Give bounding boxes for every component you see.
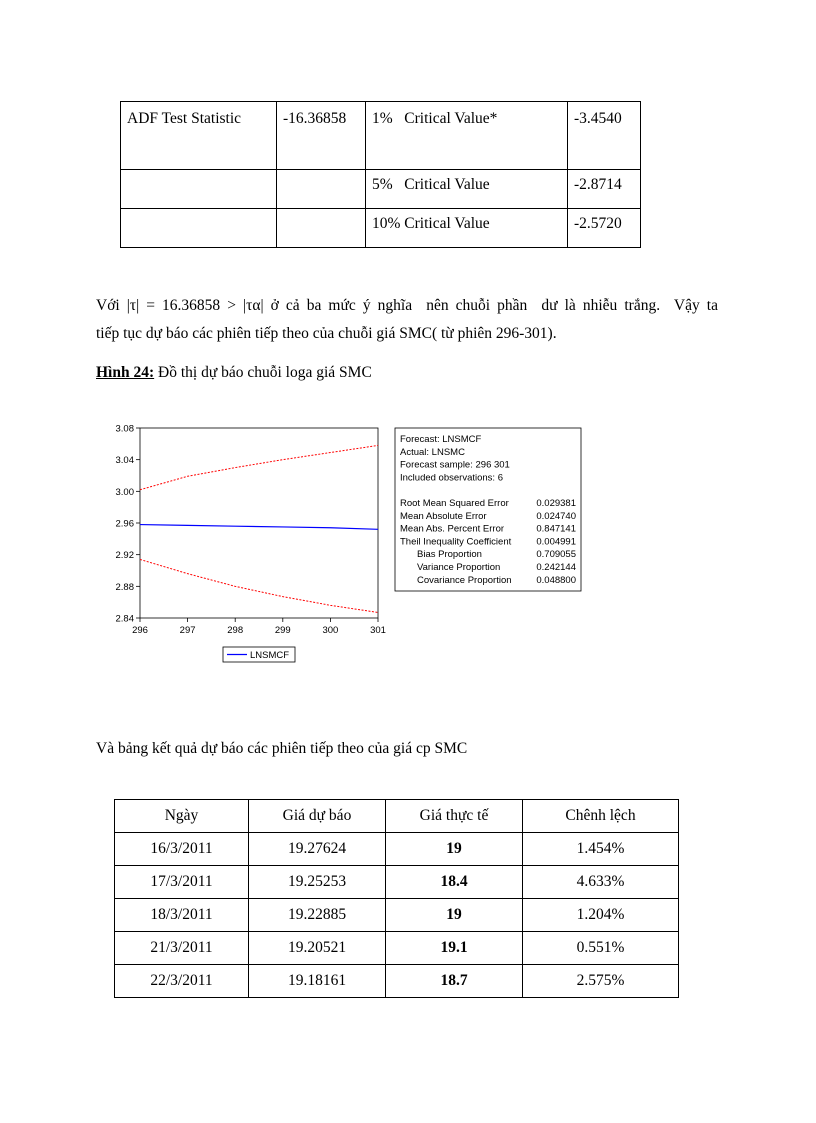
table-cell: 18/3/2011 [115, 899, 249, 932]
paragraph-forecast-intro: Và bảng kết quả dự báo các phiên tiếp theo của giá cp SMC [96, 740, 468, 757]
table-cell: 5% Critical Value [366, 170, 568, 209]
stats-value: 0.709055 [536, 549, 576, 561]
table-cell: -2.8714 [568, 170, 641, 209]
table-header-cell: Giá dự báo [249, 800, 386, 833]
table-cell: -16.36858 [277, 102, 366, 170]
table-cell: 19.27624 [249, 833, 386, 866]
y-tick-label: 3.00 [115, 486, 134, 498]
stats-label: Theil Inequality Coefficient [400, 536, 512, 548]
table-cell: 18.7 [386, 965, 523, 998]
x-tick-label: 301 [370, 625, 386, 636]
table-cell: 1.454% [523, 833, 679, 866]
stats-value: 0.048800 [536, 574, 576, 586]
stats-label: Covariance Proportion [417, 574, 512, 586]
y-tick-label: 3.04 [115, 455, 134, 467]
table-cell: 4.633% [523, 866, 679, 899]
stats-value: 0.004991 [536, 536, 576, 548]
x-tick-label: 300 [322, 625, 339, 636]
y-tick-label: 3.08 [115, 423, 134, 435]
table-cell [121, 170, 277, 209]
table-cell [277, 170, 366, 209]
table-cell: 10% Critical Value [366, 209, 568, 248]
stats-value: 0.242144 [536, 562, 576, 573]
y-tick-label: 2.96 [115, 518, 134, 530]
table-row [115, 932, 679, 965]
stats-label: Mean Abs. Percent Error [400, 523, 505, 535]
table-header-cell: Ngày [115, 800, 249, 833]
table-cell: 22/3/2011 [115, 965, 249, 998]
figure-caption [96, 364, 372, 382]
x-tick-label: 299 [274, 625, 291, 636]
table-cell: 19.20521 [249, 932, 386, 965]
table-cell: 21/3/2011 [115, 932, 249, 965]
table-row [115, 899, 679, 932]
paragraph-line: tiếp tục dự báo các phiên tiếp theo của chuỗi giá SMC( từ phiên 296-301). [96, 325, 557, 342]
table-cell: 19.1 [386, 932, 523, 965]
table-row [115, 833, 679, 866]
stats-header-line: Actual: LNSMC [400, 446, 465, 458]
plot-frame [140, 428, 378, 618]
table-cell: 17/3/2011 [115, 866, 249, 899]
table-cell: 18.4 [386, 866, 523, 899]
table-cell [277, 209, 366, 248]
table-row [121, 170, 641, 209]
figure-title: Đồ thị dự báo chuỗi loga giá SMC [154, 364, 372, 381]
stats-header-line: Forecast: LNSMCF [400, 434, 482, 445]
stats-value: 0.029381 [536, 498, 576, 509]
table-cell: 19.18161 [249, 965, 386, 998]
table-header-cell: Chênh lệch [523, 800, 679, 833]
table-row [121, 209, 641, 248]
stats-value: 0.024740 [536, 510, 576, 522]
y-tick-label: 2.84 [115, 613, 134, 625]
adf-test-table [120, 101, 641, 248]
stats-label: Mean Absolute Error [400, 510, 487, 522]
table-header-row [115, 800, 679, 833]
table-row [121, 102, 641, 170]
table-row [115, 965, 679, 998]
table-cell: 1.204% [523, 899, 679, 932]
stats-label: Bias Proportion [417, 549, 482, 561]
table-cell: 19.22885 [249, 899, 386, 932]
table-cell: 19 [386, 833, 523, 866]
forecast-chart [100, 418, 600, 673]
figure-label: Hình 24: [96, 364, 155, 381]
chart-svg [100, 418, 600, 673]
table-cell: 1% Critical Value* [366, 102, 568, 170]
table-cell: -3.4540 [568, 102, 641, 170]
stats-label: Root Mean Squared Error [400, 498, 509, 509]
table-cell: 19.25253 [249, 866, 386, 899]
table-cell: ADF Test Statistic [121, 102, 277, 170]
x-tick-label: 297 [179, 625, 196, 636]
table-cell: 0.551% [523, 932, 679, 965]
table-header-cell: Giá thực tế [386, 800, 523, 833]
forecast-table [114, 799, 679, 998]
legend-label: LNSMCF [250, 650, 290, 661]
y-tick-label: 2.88 [115, 581, 134, 593]
table-cell: -2.5720 [568, 209, 641, 248]
stats-header-line: Included observations: 6 [400, 472, 503, 484]
stats-header-line: Forecast sample: 296 301 [400, 459, 510, 471]
table-cell: 16/3/2011 [115, 833, 249, 866]
x-tick-label: 296 [132, 625, 148, 636]
x-tick-label: 298 [227, 625, 244, 636]
table-cell [121, 209, 277, 248]
stats-value: 0.847141 [536, 523, 576, 535]
y-tick-label: 2.92 [115, 550, 134, 562]
paragraph-line: Với |τ| = 16.36858 > |τα| ở cả ba mức ý nghĩa nên chuỗi phần dư là nhiễu trắng. Vậy ta [96, 297, 718, 314]
table-cell: 19 [386, 899, 523, 932]
paragraph-residual [96, 292, 718, 348]
stats-label: Variance Proportion [417, 562, 501, 573]
table-cell: 2.575% [523, 965, 679, 998]
table-row [115, 866, 679, 899]
